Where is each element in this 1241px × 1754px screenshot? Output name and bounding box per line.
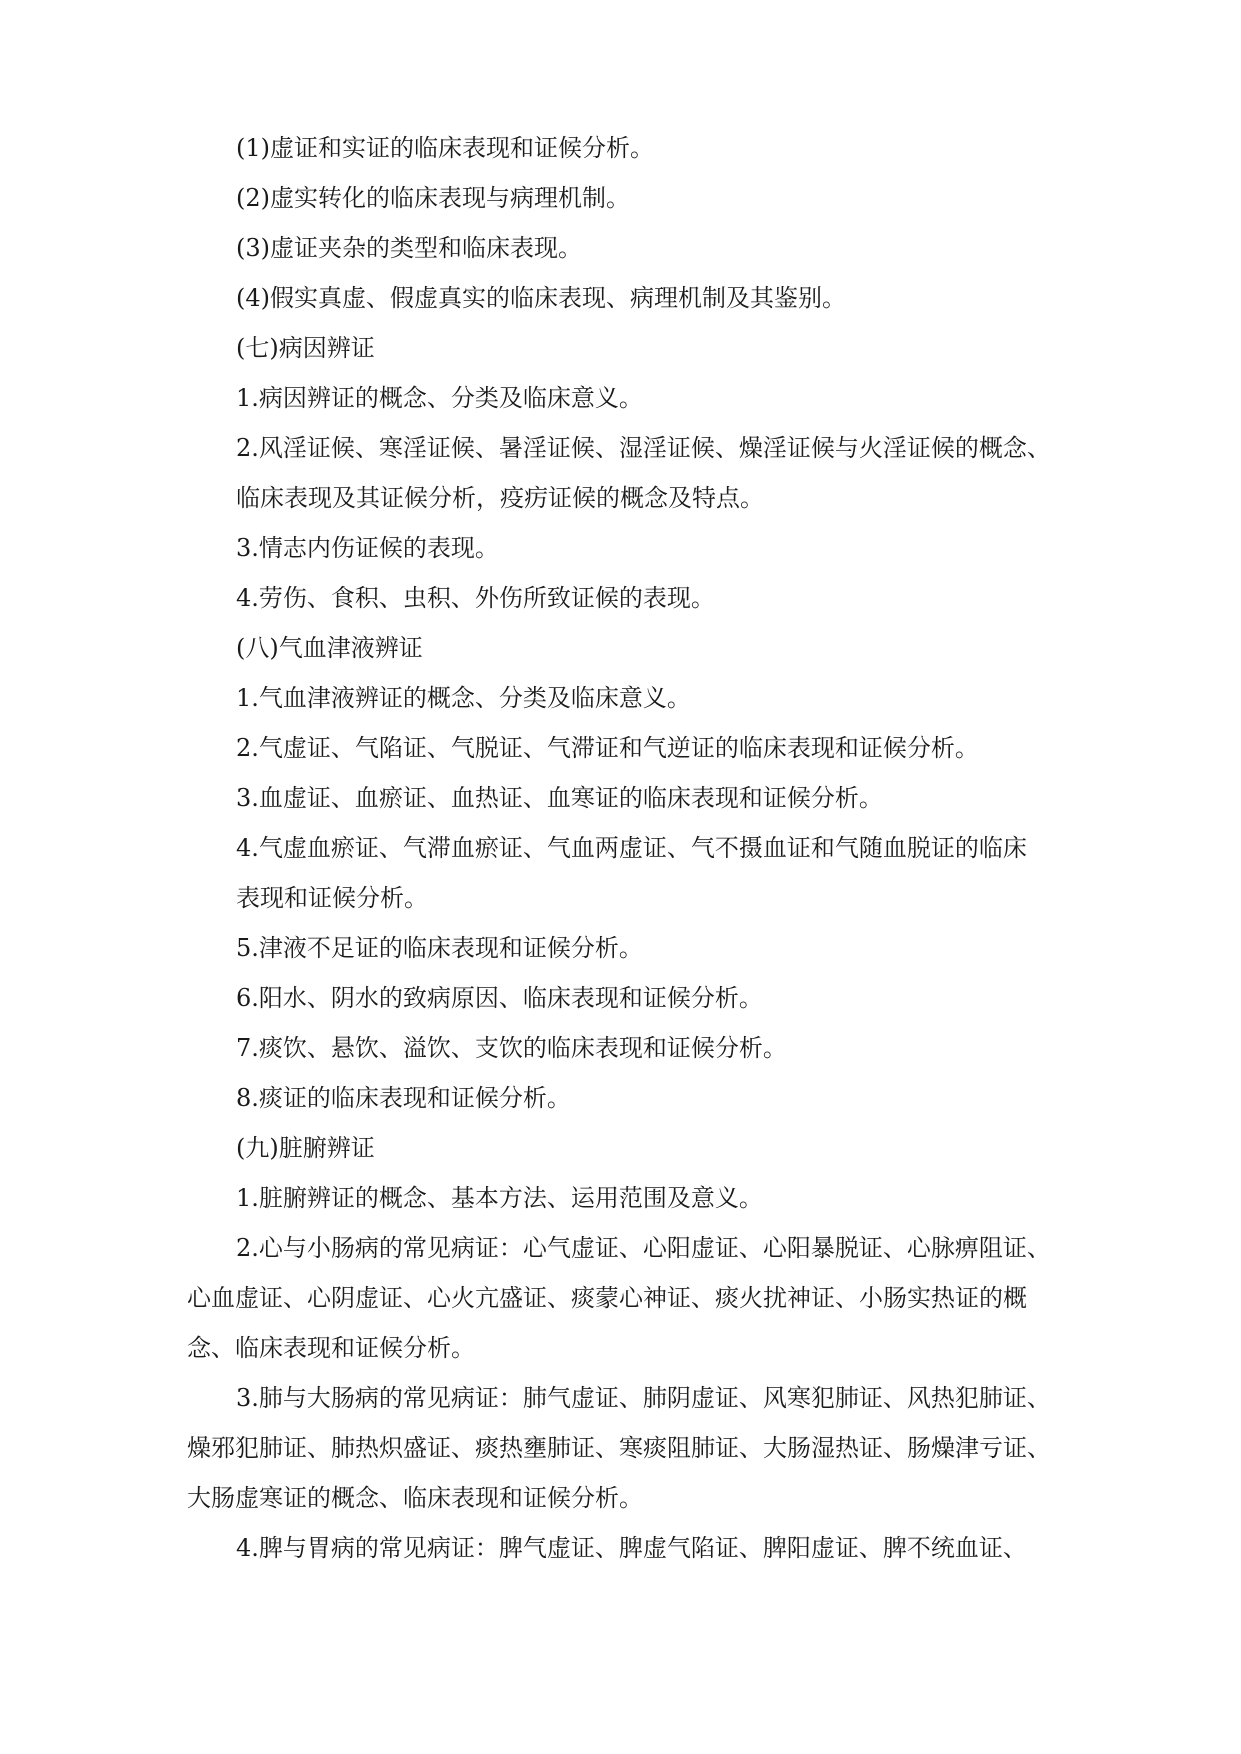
section-heading-9: (九)脏腑辨证 <box>236 1134 375 1162</box>
item-7-2-line-2: 临床表现及其证候分析，疫疠证候的概念及特点。 <box>236 484 764 512</box>
item-9-2-line-2: 心血虚证、心阴虚证、心火亢盛证、痰蒙心神证、痰火扰神证、小肠实热证的概 <box>187 1284 1027 1312</box>
item-8-3: 3.血虚证、血瘀证、血热证、血寒证的临床表现和证候分析。 <box>236 784 883 812</box>
item-9-1: 1.脏腑辨证的概念、基本方法、运用范围及意义。 <box>236 1184 763 1212</box>
item-8-4-line-2: 表现和证候分析。 <box>236 884 428 912</box>
item-8-6: 6.阳水、阴水的致病原因、临床表现和证候分析。 <box>236 984 763 1012</box>
item-9-3-line-2: 燥邪犯肺证、肺热炽盛证、痰热壅肺证、寒痰阻肺证、大肠湿热证、肠燥津亏证、 <box>187 1434 1051 1462</box>
item-8-1: 1.气血津液辨证的概念、分类及临床意义。 <box>236 684 691 712</box>
item-3-line: (3)虚证夹杂的类型和临床表现。 <box>236 234 582 262</box>
section-heading-8: (八)气血津液辨证 <box>236 634 423 662</box>
item-9-3-line-1: 3.肺与大肠病的常见病证：肺气虚证、肺阴虚证、风寒犯肺证、风热犯肺证、 <box>236 1384 1051 1412</box>
item-9-4-line-1: 4.脾与胃病的常见病证：脾气虚证、脾虚气陷证、脾阳虚证、脾不统血证、 <box>236 1534 1027 1562</box>
item-7-4: 4.劳伤、食积、虫积、外伤所致证候的表现。 <box>236 584 715 612</box>
item-1-line: (1)虚证和实证的临床表现和证候分析。 <box>236 134 654 162</box>
item-8-8: 8.痰证的临床表现和证候分析。 <box>236 1084 571 1112</box>
item-7-2-line-1: 2.风淫证候、寒淫证候、暑淫证候、湿淫证候、燥淫证候与火淫证候的概念、 <box>236 434 1051 462</box>
item-4-line: (4)假实真虚、假虚真实的临床表现、病理机制及其鉴别。 <box>236 284 846 312</box>
item-7-3: 3.情志内伤证候的表现。 <box>236 534 499 562</box>
item-8-4-line-1: 4.气虚血瘀证、气滞血瘀证、气血两虚证、气不摄血证和气随血脱证的临床 <box>236 834 1027 862</box>
section-heading-7: (七)病因辨证 <box>236 334 375 362</box>
item-2-line: (2)虚实转化的临床表现与病理机制。 <box>236 184 630 212</box>
item-9-3-line-3: 大肠虚寒证的概念、临床表现和证候分析。 <box>187 1484 643 1512</box>
item-8-2: 2.气虚证、气陷证、气脱证、气滞证和气逆证的临床表现和证候分析。 <box>236 734 979 762</box>
item-8-5: 5.津液不足证的临床表现和证候分析。 <box>236 934 643 962</box>
item-7-1: 1.病因辨证的概念、分类及临床意义。 <box>236 384 643 412</box>
item-9-2-line-1: 2.心与小肠病的常见病证：心气虚证、心阳虚证、心阳暴脱证、心脉痹阻证、 <box>236 1234 1051 1262</box>
item-9-2-line-3: 念、临床表现和证候分析。 <box>187 1334 475 1362</box>
item-8-7: 7.痰饮、悬饮、溢饮、支饮的临床表现和证候分析。 <box>236 1034 787 1062</box>
